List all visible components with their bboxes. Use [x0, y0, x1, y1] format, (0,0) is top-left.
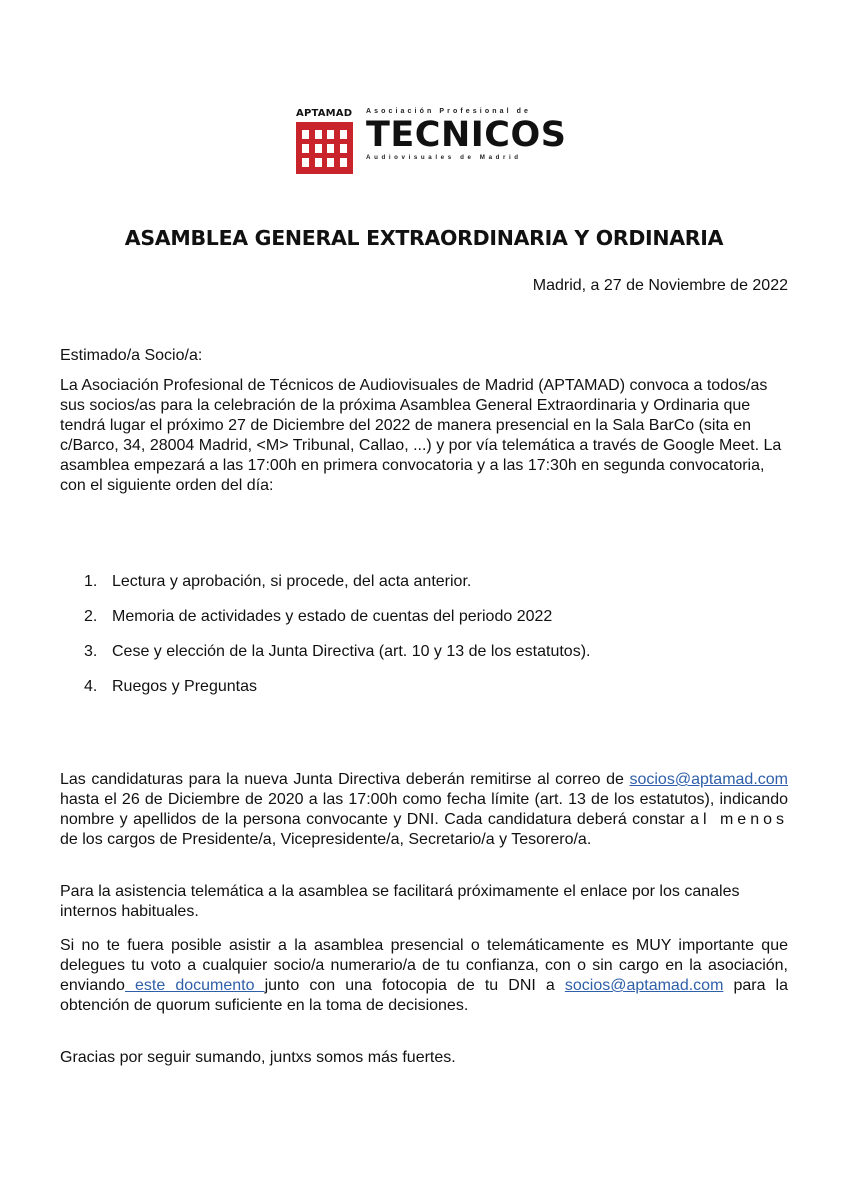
agenda-item: [60, 677, 590, 697]
candidaturas-text-1: Las candidaturas para la nueva Junta Directiva deberán remitirse al correo de: [60, 771, 630, 788]
delegacion-text-3: para la obtención de quorum suficiente en la toma de decisiones.: [60, 977, 789, 1014]
logo-wordmark: [366, 108, 567, 161]
email-link[interactable]: socios@aptamad.com: [629, 771, 788, 788]
delegacion-text-2: junto con una fotocopia de tu DNI a: [264, 977, 565, 994]
document-link[interactable]: este documento: [124, 977, 265, 994]
document-title: ASAMBLEA GENERAL EXTRAORDINARIA Y ORDINARIA: [124, 226, 724, 250]
agenda-item-number: 3.: [84, 643, 98, 660]
logo-top-line: Asociación Profesional de: [366, 108, 532, 115]
candidaturas-text-2: hasta el 26 de Diciembre de 2020 a las 17:00h como fecha límite (art. 13 de los estatutos), indicando nombre y apellidos de la persona convocante y DNI. Cada candidatura deberá constar: [60, 791, 788, 828]
agenda-item-number: 2.: [84, 608, 98, 625]
aptamad-logo: [296, 108, 567, 178]
agenda-item-text: Memoria de actividades y estado de cuentas del periodo 2022: [112, 608, 553, 625]
agenda-item-text: Cese y elección de la Junta Directiva (art. 10 y 13 de los estatutos).: [112, 643, 591, 660]
closing-line: Gracias por seguir sumando, juntxs somos más fuertes.: [60, 1049, 456, 1066]
logo-short-name: APTAMAD: [296, 108, 353, 119]
email-link[interactable]: socios@aptamad.com: [564, 977, 724, 994]
intro-paragraph: La Asociación Profesional de Técnicos de Audiovisuales de Madrid (APTAMAD) convoca a todos/as sus socios/as para la celebración de la próxima Asamblea General Extraordinaria y Ordinaria que tendrá lugar el próximo 27 de Diciembre del 2022 de manera presencial en la Sala BarCo (sita en c/Barco, 34, 28004 Madrid, <M> Tribunal, Callao, ...) y por vía telemática a través de Google Meet. La asamblea empezará a las 17:00h en primera convocatoria y a las 17:30h en segunda convocatoria, con el siguiente orden del día:: [60, 377, 782, 494]
agenda-item: [60, 607, 590, 627]
logo-red-mark: [296, 122, 353, 174]
agenda-list: [60, 572, 590, 712]
candidaturas-spaced-text: al menos: [690, 811, 789, 828]
asistencia-paragraph: Para la asistencia telemática a la asamblea se facilitará próximamente el enlace por los canales internos habituales.: [60, 883, 740, 920]
agenda-item-number: 4.: [84, 678, 98, 695]
logo-bottom-line: Audiovisuales de Madrid: [366, 154, 522, 161]
agenda-item-number: 1.: [84, 573, 98, 590]
candidaturas-text-3: de los cargos de Presidente/a, Vicepresidente/a, Secretario/a y Tesorero/a.: [60, 831, 592, 848]
delegacion-text-1: Si no te fuera posible asistir a la asamblea presencial o telemáticamente es MUY importante que delegues tu voto a cualquier socio/a numerario/a de tu confianza, con o sin cargo en la asociación, enviando: [60, 937, 788, 994]
agenda-item: [60, 572, 590, 592]
agenda-item-text: Ruegos y Preguntas: [112, 678, 257, 695]
candidaturas-paragraph: [60, 770, 788, 850]
greeting: Estimado/a Socio/a:: [60, 347, 203, 364]
logo-emblem: [296, 108, 354, 174]
agenda-item-text: Lectura y aprobación, si procede, del acta anterior.: [112, 573, 472, 590]
document-date: Madrid, a 27 de Noviembre de 2022: [532, 277, 788, 294]
logo-main-text: TECNICOS: [366, 115, 567, 155]
delegacion-paragraph: [60, 936, 788, 1016]
agenda-item: [60, 642, 590, 662]
